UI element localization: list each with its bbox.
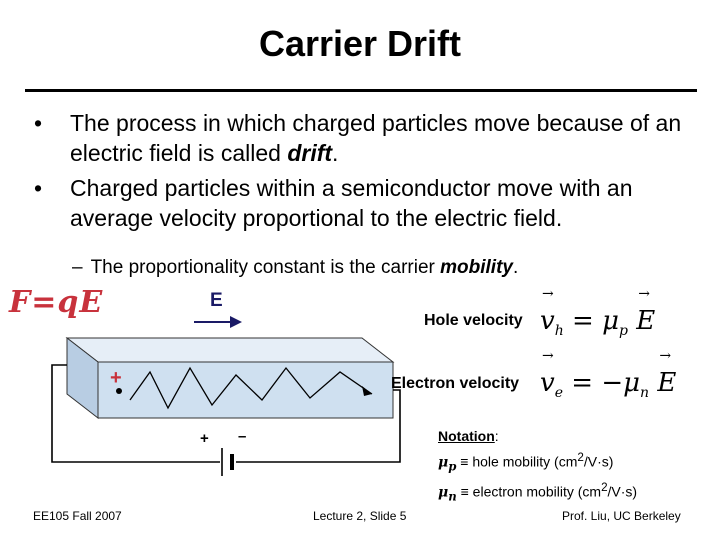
electron-velocity-equation [540, 368, 676, 401]
bullet-text-end: . [332, 140, 339, 166]
notation-superscript: 2 [577, 451, 584, 464]
bar-front-face [98, 362, 393, 418]
sub-bullet-text: The proportionality constant is the carrier [90, 257, 441, 278]
field-symbol: → E [636, 306, 655, 336]
mobility-symbol: μ [602, 306, 619, 336]
field-symbol: → E [657, 368, 676, 398]
handwritten-force-equation: F=qE [9, 285, 104, 320]
hole-velocity-subscript: h [554, 323, 564, 340]
notation-line [438, 447, 637, 477]
sub-bullet-marker: – [72, 257, 83, 278]
notation-line [438, 477, 637, 507]
sub-bullet-text-end: . [512, 257, 519, 278]
bullet-marker: • [34, 175, 43, 201]
electron-velocity-subscript: e [554, 385, 563, 402]
notation-superscript: 2 [601, 481, 608, 495]
electron-velocity-symbol: → v [540, 368, 555, 398]
mobility-symbol: μ [438, 485, 449, 502]
field-arrow-head [230, 316, 242, 328]
mobility-subscript: p [618, 323, 628, 340]
mobility-subscript: p [448, 459, 457, 474]
mobility-subscript: n [448, 489, 457, 504]
notation-text: ≡ hole mobility (cm [456, 453, 578, 470]
bullet-text: The process in which charged particles move because of an electric field is called [70, 110, 682, 166]
contact-plus-sign: + [110, 367, 122, 389]
hole-velocity-label: Hole velocity [424, 312, 523, 329]
notation-tail: /V·s) [607, 484, 638, 501]
notation-box [438, 426, 637, 508]
equals-sign: = [572, 306, 594, 336]
bar-top-face [67, 338, 393, 362]
bullet-text: Charged particles within a semiconductor move with an average velocity proportional to the electric field. [70, 175, 633, 231]
notation-heading: Notation [438, 428, 495, 444]
notation-tail: /V·s) [583, 453, 614, 470]
sub-bullet-emphasis: mobility [440, 257, 513, 278]
battery-plus-label: + [200, 430, 209, 447]
slide-title: Carrier Drift [258, 23, 462, 64]
mobility-symbol: μ [438, 454, 449, 471]
bullet-emphasis: drift [287, 140, 333, 166]
hole-velocity-equation [540, 306, 655, 339]
battery-minus-label: – [238, 428, 247, 445]
bullet-marker: • [34, 110, 43, 136]
field-label: E [210, 290, 223, 311]
footer-course: EE105 Fall 2007 [33, 509, 122, 523]
minus-sign: − [601, 368, 624, 398]
mobility-subscript: n [640, 385, 650, 402]
equals-sign: = [571, 368, 594, 398]
notation-colon: : [494, 428, 499, 444]
electron-velocity-label: Electron velocity [391, 375, 520, 392]
footer-slide-number: Lecture 2, Slide 5 [313, 509, 407, 523]
footer-author: Prof. Liu, UC Berkeley [562, 509, 681, 523]
hole-velocity-symbol: → v [540, 306, 555, 336]
mobility-symbol: μ [623, 368, 641, 398]
notation-text: ≡ electron mobility (cm [456, 484, 602, 501]
